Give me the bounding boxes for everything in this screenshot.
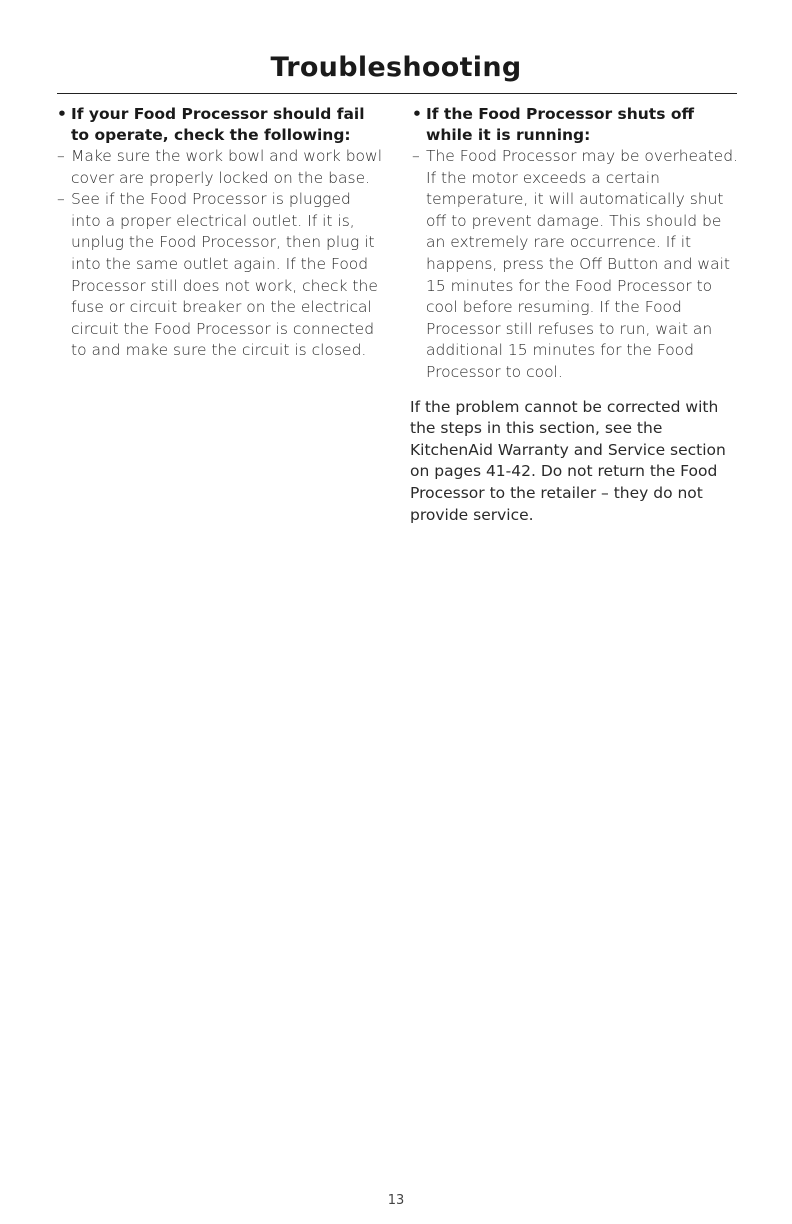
dash-icon: – bbox=[57, 190, 65, 209]
service-note: If the problem cannot be corrected with the steps in this section, see the KitchenAid Warranty and Service section on pages 41-42. Do not return the Food Processor to the retailer – they do not provide service. bbox=[410, 397, 726, 524]
dash-icon: – bbox=[412, 147, 420, 165]
heading-text: If your Food Processor should fail to operate, check the following: bbox=[71, 105, 365, 144]
list-item-text: Make sure the work bowl and work bowl cover are properly locked on the base. bbox=[71, 147, 383, 187]
dash-icon: – bbox=[57, 147, 65, 165]
section-heading-shuts-off bbox=[410, 104, 740, 146]
bullet-icon: • bbox=[412, 105, 422, 123]
page-title: Troubleshooting bbox=[270, 52, 522, 83]
list-item-text: The Food Processor may be overheated. If the motor exceeds a certain temperature, it will automatically shut off to prevent damage. This should be an extremely rare occurrence. If it happens, press the Off Button and wait 15 minutes for the Food Processor to cool before resuming. If the Food Processor still refuses to run, wait an additional 15 minutes for the Food Processor to cool. bbox=[426, 147, 738, 381]
right-column bbox=[410, 104, 740, 526]
title-divider bbox=[57, 93, 737, 94]
list-item bbox=[55, 189, 385, 362]
list-item-text: See if the Food Processor is plugged into a proper electrical outlet. If it is, unplug the Food Processor, then plug it into the same outlet again. If the Food Processor still does not work, check the fuse or circuit breaker on the electrical circuit the Food Processor is connected to and make sure the circuit is closed. bbox=[71, 190, 378, 360]
list-item bbox=[410, 146, 740, 384]
page-number: 13 bbox=[387, 1193, 405, 1208]
bullet-icon: • bbox=[57, 105, 67, 123]
list-item bbox=[55, 146, 385, 189]
heading-text: If the Food Processor shuts off while it is running: bbox=[426, 105, 695, 144]
left-column bbox=[55, 104, 385, 362]
section-heading-fail-to-operate bbox=[55, 104, 385, 146]
